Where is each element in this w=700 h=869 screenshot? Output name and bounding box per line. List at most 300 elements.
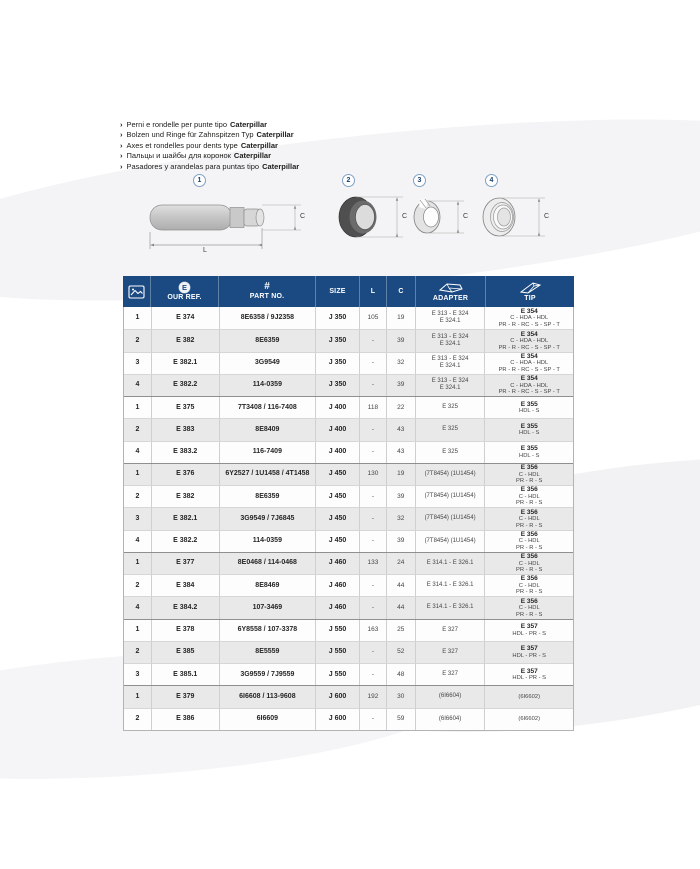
cell-l (360, 642, 387, 663)
cell-size (316, 531, 360, 552)
cell-part-no (220, 486, 317, 507)
adapter-value: E 325 (442, 426, 458, 433)
cell-size (316, 486, 360, 507)
l-value: 163 (367, 626, 379, 634)
header-l-label: L (370, 287, 376, 295)
row-number: 4 (135, 381, 140, 389)
cell-our-ref (152, 353, 220, 374)
table-row (124, 418, 573, 440)
cell-tip (485, 464, 573, 485)
adapter-value: (7T8454) (1U1454) (424, 515, 476, 522)
our-ref-value: E 384 (176, 581, 195, 589)
size-value: J 350 (328, 336, 347, 344)
cell-size (316, 664, 360, 685)
pin-shape (150, 205, 264, 230)
our-ref-value: E 382.1 (173, 359, 198, 367)
cell-part-no (220, 531, 317, 552)
c-value: 22 (397, 403, 405, 411)
cell-our-ref (152, 642, 220, 663)
cell-part-no (220, 642, 317, 663)
size-value: J 350 (328, 359, 347, 367)
tip-value: PR - R - S (516, 500, 543, 507)
e-badge-letter: E (181, 282, 187, 292)
tip-value: E 354 (520, 330, 538, 338)
tip-value: PR - R - S (516, 478, 543, 485)
table-row (124, 485, 573, 507)
part-no-value: 3G9559 / 7J9559 (240, 670, 295, 678)
dimension-l (150, 228, 262, 249)
cell-adapter (416, 353, 486, 374)
cell-adapter (416, 508, 486, 529)
cell-adapter (416, 419, 486, 440)
cell-our-ref (152, 620, 220, 641)
bullet-arrow-icon: › (120, 161, 123, 171)
bullet-text: Perni e rondelle per punte tipo (126, 120, 227, 129)
cell-c (387, 575, 416, 596)
cell-adapter (416, 442, 486, 463)
cell-l (360, 508, 387, 529)
adapter-value: E 314.1 - E 326.1 (426, 559, 474, 566)
part-no-value: 107-3469 (252, 603, 283, 611)
tip-value: C - HDL (518, 471, 540, 478)
table-row (124, 374, 573, 396)
cell-num (124, 353, 152, 374)
row-number: 2 (135, 715, 140, 723)
cell-l (360, 575, 387, 596)
cell-our-ref (152, 709, 220, 730)
e-badge-icon (179, 282, 190, 293)
tip-value: HDL - S (519, 430, 540, 437)
cell-our-ref (152, 397, 220, 418)
tip-value: HDL - S (519, 408, 540, 415)
bullet-text: Пальцы и шайбы для коронок (126, 151, 231, 161)
cell-adapter (416, 486, 486, 507)
cell-l (360, 486, 387, 507)
cell-adapter (416, 709, 486, 730)
dim-label-c-retainer: C (463, 213, 469, 220)
photo-icon (128, 285, 145, 299)
table-row (124, 352, 573, 374)
row-number: 2 (135, 492, 140, 500)
adapter-value: E 324.1 (439, 318, 461, 325)
callout-3-label: 3 (417, 177, 422, 184)
our-ref-value: E 383.2 (173, 448, 198, 456)
our-ref-value: E 382.2 (173, 537, 198, 545)
cell-part-no (220, 664, 317, 685)
our-ref-value: E 376 (176, 470, 195, 478)
tip-value: E 356 (520, 486, 538, 494)
tip-icon (518, 281, 542, 294)
our-ref-value: E 382 (176, 336, 195, 344)
dim-label-c-washer: C (544, 213, 550, 220)
row-number: 2 (135, 336, 140, 344)
tip-value: PR - R - S (516, 522, 543, 529)
c-value: 39 (397, 381, 405, 389)
cell-num (124, 642, 152, 663)
size-value: J 460 (328, 603, 347, 611)
cell-our-ref (152, 464, 220, 485)
cell-num (124, 442, 152, 463)
tip-value: C - HDA - HDL (510, 382, 549, 389)
cell-num (124, 486, 152, 507)
size-value: J 550 (328, 670, 347, 678)
row-number: 2 (135, 648, 140, 656)
cell-part-no (220, 709, 317, 730)
c-value: 24 (397, 559, 405, 567)
cell-num (124, 553, 152, 574)
bullet-text: Axes et rondelles pour dents type (126, 140, 238, 150)
adapter-icon (437, 281, 465, 294)
intro-bullets (120, 120, 299, 172)
cell-our-ref (152, 597, 220, 618)
cell-part-no (220, 464, 317, 485)
tip-value: E 354 (520, 307, 538, 315)
tip-value: E 356 (520, 553, 538, 561)
tip-value: C - HDL (518, 605, 540, 612)
table-row (124, 463, 573, 485)
cell-part-no (220, 375, 317, 396)
c-value: 25 (397, 626, 405, 634)
header-our-ref (151, 276, 219, 307)
cell-num (124, 419, 152, 440)
cell-size (316, 508, 360, 529)
header-size (316, 276, 360, 307)
row-number: 3 (135, 670, 140, 678)
cell-c (387, 330, 416, 351)
cell-adapter (416, 664, 486, 685)
our-ref-value: E 382.2 (173, 381, 198, 389)
header-part-no-label: PART NO. (249, 293, 285, 300)
cell-adapter (416, 464, 486, 485)
size-value: J 450 (328, 470, 347, 478)
header-adapter-label: ADAPTER (432, 294, 469, 302)
cell-l (360, 307, 387, 329)
part-no-value: 8E5559 (255, 648, 280, 656)
cell-c (387, 709, 416, 730)
tip-value: E 356 (520, 464, 538, 472)
adapter-value: (7T8454) (1U1454) (424, 537, 476, 544)
row-number: 1 (135, 692, 140, 700)
cell-our-ref (152, 664, 220, 685)
cell-part-no (220, 397, 317, 418)
adapter-value: E 313 - E 324 (431, 356, 469, 363)
cell-num (124, 620, 152, 641)
cell-adapter (416, 375, 486, 396)
size-value: J 550 (328, 626, 347, 634)
c-value: 19 (397, 470, 405, 478)
tip-value: E 357 (520, 667, 538, 675)
header-tip-label: TIP (524, 294, 536, 302)
our-ref-value: E 377 (176, 559, 195, 567)
cell-num (124, 375, 152, 396)
cell-adapter (416, 620, 486, 641)
cell-num (124, 664, 152, 685)
tip-value: E 356 (520, 508, 538, 516)
cell-our-ref (152, 419, 220, 440)
cell-our-ref (152, 553, 220, 574)
cell-c (387, 486, 416, 507)
bullet-arrow-icon: › (120, 130, 123, 140)
cell-c (387, 375, 416, 396)
adapter-value: E 327 (442, 671, 458, 678)
header-c-label: C (398, 287, 404, 295)
cell-l (360, 597, 387, 618)
table-row (124, 708, 573, 730)
table-row (124, 307, 573, 329)
tip-value: E 356 (520, 530, 538, 538)
size-value: J 350 (328, 314, 347, 322)
our-ref-value: E 384.2 (173, 603, 198, 611)
cell-part-no (220, 620, 317, 641)
cell-l (360, 664, 387, 685)
cell-size (316, 419, 360, 440)
adapter-value: E 324.1 (439, 363, 461, 370)
part-no-value: 8E6359 (255, 336, 280, 344)
table-header (123, 276, 574, 307)
cell-l (360, 353, 387, 374)
cell-part-no (220, 307, 317, 329)
cell-adapter (416, 307, 486, 329)
part-no-value: 8E8469 (255, 581, 280, 589)
tip-value: (6I6602) (518, 693, 541, 700)
table-row (124, 441, 573, 463)
cell-adapter (416, 397, 486, 418)
l-value: - (371, 448, 374, 456)
adapter-value: E 314.1 - E 326.1 (426, 604, 474, 611)
tip-value: PR - R - S (516, 611, 543, 618)
cell-tip (485, 375, 573, 396)
row-number: 1 (135, 559, 140, 567)
cell-l (360, 531, 387, 552)
adapter-value: E 313 - E 324 (431, 311, 469, 318)
bullet-brand: Caterpillar (230, 120, 268, 129)
adapter-value: E 327 (442, 626, 458, 633)
cell-l (360, 375, 387, 396)
size-value: J 600 (328, 715, 347, 723)
header-adapter (416, 276, 486, 307)
cell-l (360, 464, 387, 485)
cell-our-ref (152, 531, 220, 552)
cell-l (360, 709, 387, 730)
table-body (123, 307, 574, 731)
adapter-value: E 324.1 (439, 340, 461, 347)
cell-adapter (416, 686, 486, 707)
row-number: 4 (135, 537, 140, 545)
header-tip (486, 276, 574, 307)
size-value: J 450 (328, 492, 347, 500)
cell-our-ref (152, 686, 220, 707)
adapter-value: (6I6604) (438, 715, 462, 722)
cell-tip (485, 508, 573, 529)
cell-l (360, 397, 387, 418)
cell-part-no (220, 553, 317, 574)
our-ref-value: E 386 (176, 715, 195, 723)
cell-c (387, 508, 416, 529)
cell-size (316, 575, 360, 596)
dim-label-c-pin: C (300, 213, 306, 220)
cell-c (387, 353, 416, 374)
cell-num (124, 330, 152, 351)
size-value: J 460 (328, 581, 347, 589)
washer-shape (483, 198, 515, 236)
cell-l (360, 620, 387, 641)
cell-size (316, 375, 360, 396)
cell-our-ref (152, 442, 220, 463)
cell-tip (485, 531, 573, 552)
cell-part-no (220, 330, 317, 351)
size-value: J 450 (328, 514, 347, 522)
cell-size (316, 353, 360, 374)
cell-c (387, 531, 416, 552)
l-value: - (371, 425, 374, 433)
cell-c (387, 553, 416, 574)
l-value: - (371, 336, 374, 344)
table-row (124, 663, 573, 685)
size-value: J 400 (328, 448, 347, 456)
cell-adapter (416, 553, 486, 574)
size-value: J 450 (328, 537, 347, 545)
row-number: 1 (135, 470, 140, 478)
tip-value: HDL - PR - S (512, 652, 547, 659)
cell-our-ref (152, 307, 220, 329)
tip-value: (6I6602) (518, 715, 541, 722)
c-value: 32 (397, 359, 405, 367)
cell-tip (485, 353, 573, 374)
tip-value: E 356 (520, 597, 538, 605)
header-part-no (219, 276, 316, 307)
cell-size (316, 330, 360, 351)
tip-value: E 354 (520, 375, 538, 383)
c-value: 52 (397, 648, 405, 656)
our-ref-value: E 382.1 (173, 514, 198, 522)
adapter-value: E 324.1 (439, 385, 461, 392)
cell-tip (485, 330, 573, 351)
parts-diagram-drawing (125, 172, 575, 276)
row-number: 4 (135, 603, 140, 611)
intro-bullet (120, 141, 299, 151)
cell-tip (485, 709, 573, 730)
part-no-value: 6I6608 / 113-9608 (239, 692, 296, 700)
our-ref-value: E 382 (176, 492, 195, 500)
tip-value: E 355 (520, 445, 538, 453)
adapter-value: E 327 (442, 648, 458, 655)
our-ref-value: E 385 (176, 648, 195, 656)
row-number: 3 (135, 514, 140, 522)
table-row (124, 329, 573, 351)
header-l (360, 276, 387, 307)
tip-value: C - HDL (518, 516, 540, 523)
cell-adapter (416, 531, 486, 552)
bullet-text: Pasadores y arandelas para puntas tipo (126, 161, 260, 171)
cell-size (316, 307, 360, 329)
l-value: - (371, 603, 374, 611)
cell-l (360, 686, 387, 707)
c-value: 39 (397, 537, 405, 545)
tip-value: C - HDL (518, 538, 540, 545)
table-row (124, 574, 573, 596)
tip-value: PR - R - S (516, 544, 543, 551)
cell-tip (485, 307, 573, 329)
our-ref-value: E 385.1 (173, 670, 198, 678)
tip-value: PR - R - RC - S - SP - T (498, 366, 560, 373)
cell-part-no (220, 575, 317, 596)
cell-our-ref (152, 575, 220, 596)
tip-value: PR - R - S (516, 567, 543, 574)
table-row (124, 552, 573, 574)
tip-value: C - HDA - HDL (510, 315, 549, 322)
intro-bullet (120, 151, 299, 161)
c-value: 43 (397, 425, 405, 433)
cell-part-no (220, 353, 317, 374)
cell-tip (485, 442, 573, 463)
cell-size (316, 553, 360, 574)
tip-value: C - HDL (518, 493, 540, 500)
cell-size (316, 709, 360, 730)
dim-label-c-ring: C (402, 213, 408, 220)
row-number: 1 (135, 626, 140, 634)
l-value: - (371, 581, 374, 589)
part-no-value: 114-0359 (252, 537, 282, 545)
l-value: 105 (367, 314, 379, 322)
part-no-value: 8E0468 / 114-0468 (237, 559, 297, 567)
l-value: 118 (367, 403, 379, 411)
cell-c (387, 620, 416, 641)
adapter-value: E 325 (442, 448, 458, 455)
c-value: 44 (397, 603, 405, 611)
tip-value: E 355 (520, 422, 538, 430)
intro-bullet (120, 162, 299, 172)
cell-adapter (416, 642, 486, 663)
header-size-label: SIZE (329, 287, 346, 295)
table-row (124, 641, 573, 663)
part-no-value: 116-7409 (252, 448, 282, 456)
header-c (387, 276, 416, 307)
row-number: 2 (135, 581, 140, 589)
our-ref-value: E 378 (176, 626, 195, 634)
adapter-value: E 313 - E 324 (431, 378, 469, 385)
l-value: - (371, 514, 374, 522)
l-value: 192 (367, 692, 379, 700)
cell-c (387, 419, 416, 440)
cell-c (387, 307, 416, 329)
cell-part-no (220, 442, 317, 463)
row-number: 1 (135, 314, 140, 322)
size-value: J 350 (328, 381, 347, 389)
cell-adapter (416, 575, 486, 596)
part-no-value: 114-0359 (252, 381, 282, 389)
cell-l (360, 419, 387, 440)
ring-shape (339, 197, 377, 237)
cell-size (316, 597, 360, 618)
size-value: J 550 (328, 648, 347, 656)
c-value: 32 (397, 514, 405, 522)
parts-diagram (125, 172, 575, 276)
part-no-value: 6I6609 (256, 715, 279, 723)
tip-value: C - HDL (518, 560, 540, 567)
tip-value: PR - R - RC - S - SP - T (498, 321, 560, 328)
cell-our-ref (152, 375, 220, 396)
cell-c (387, 642, 416, 663)
our-ref-value: E 374 (176, 314, 195, 322)
l-value: - (371, 381, 374, 389)
cell-part-no (220, 419, 317, 440)
part-no-value: 6Y8558 / 107-3378 (237, 626, 298, 634)
row-number: 3 (135, 359, 140, 367)
callout-4-label: 4 (489, 177, 494, 184)
cell-tip (485, 575, 573, 596)
cell-tip (485, 642, 573, 663)
part-no-value: 3G9549 / 7J6845 (240, 514, 295, 522)
